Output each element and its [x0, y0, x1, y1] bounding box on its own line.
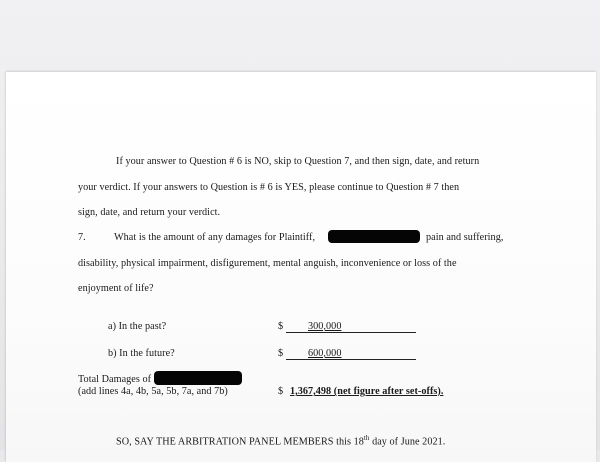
question-number: 7. [78, 232, 86, 243]
question-text-end: pain and suffering, [426, 232, 504, 243]
total-damages-sublabel: (add lines 4a, 4b, 5a, 5b, 7a, and 7b) [78, 386, 228, 397]
past-currency: $ [278, 321, 284, 332]
closing-text-start: SO, SAY THE ARBITRATION PANEL MEMBERS this 18 [116, 436, 364, 448]
total-currency: $ [278, 386, 284, 397]
closing-statement [116, 434, 445, 447]
question-line-2: disability, physical impairment, disfigurement, mental anguish, inconvenience or loss of the [78, 258, 457, 269]
past-damages-amount: 300,000 [308, 321, 342, 332]
past-damages-blank-line [286, 332, 416, 333]
paragraph-line-1: If your answer to Question # 6 is NO, skip to Question 7, and then sign, date, and return [116, 156, 480, 167]
question-line-3: enjoyment of life? [78, 283, 154, 294]
total-damages-label: Total Damages of [78, 374, 152, 385]
past-damages-label: a) In the past? [108, 321, 167, 332]
future-damages-amount: 600,000 [308, 348, 342, 359]
closing-text-end: day of June 2021. [369, 436, 446, 448]
document-page [6, 72, 596, 462]
redaction-bar-total [154, 371, 242, 385]
future-damages-blank-line [286, 359, 416, 360]
paragraph-line-3: sign, date, and return your verdict. [78, 207, 221, 218]
redaction-bar-plaintiff [328, 230, 420, 243]
future-currency: $ [278, 348, 284, 359]
future-damages-label: b) In the future? [108, 348, 175, 359]
question-text-start: What is the amount of any damages for Plaintiff, [114, 232, 316, 243]
total-damages-amount: 1,367,498 (net figure after set-offs). [290, 386, 444, 397]
closing-superscript: th [363, 434, 370, 442]
paragraph-line-2: your verdict. If your answers to Question is # 6 is YES, please continue to Question # 7 then [78, 182, 460, 193]
